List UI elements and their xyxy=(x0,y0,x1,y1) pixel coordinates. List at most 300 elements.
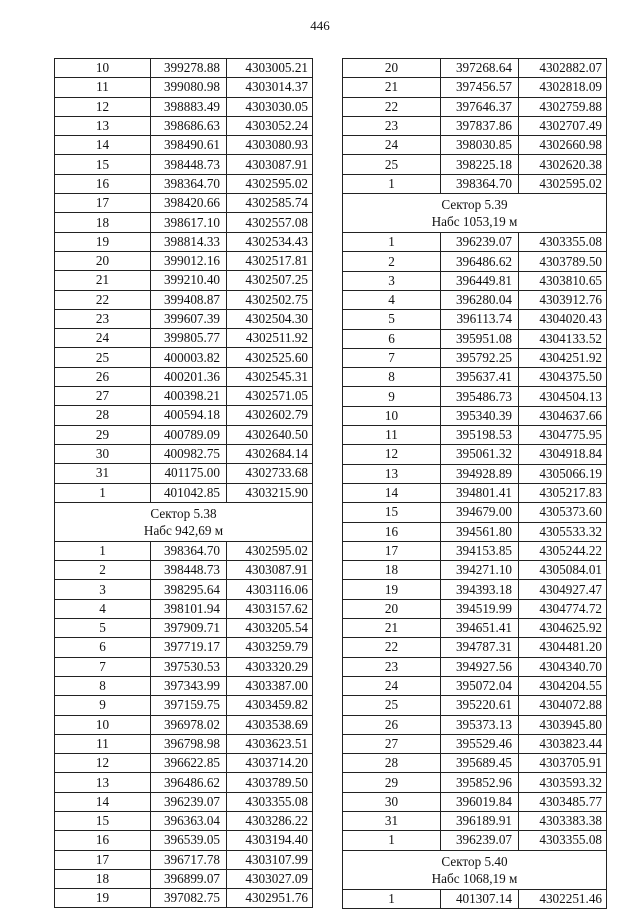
x-coordinate: 395852.96 xyxy=(441,773,519,792)
table-row xyxy=(343,271,607,290)
table-row xyxy=(343,657,607,676)
y-coordinate: 4304637.66 xyxy=(519,406,607,425)
table-row xyxy=(343,599,607,618)
sector-title: Сектор 5.39 xyxy=(441,197,508,213)
right-table-body xyxy=(343,59,607,909)
table-row xyxy=(343,754,607,773)
x-coordinate: 395373.13 xyxy=(441,715,519,734)
table-row xyxy=(55,290,313,309)
point-number: 17 xyxy=(343,541,441,560)
y-coordinate: 4302602.79 xyxy=(227,406,313,425)
y-coordinate: 4302534.43 xyxy=(227,232,313,251)
y-coordinate: 4303387.00 xyxy=(227,676,313,695)
table-row xyxy=(55,638,313,657)
x-coordinate: 396717.78 xyxy=(151,850,227,869)
point-number: 20 xyxy=(343,599,441,618)
y-coordinate: 4302517.81 xyxy=(227,251,313,270)
table-row xyxy=(343,676,607,695)
point-number: 28 xyxy=(55,406,151,425)
table-row xyxy=(343,252,607,271)
point-number: 4 xyxy=(343,290,441,309)
sector-title: Сектор 5.38 xyxy=(150,505,217,521)
table-row xyxy=(343,483,607,502)
y-coordinate: 4302507.25 xyxy=(227,271,313,290)
x-coordinate: 397530.53 xyxy=(151,657,227,676)
x-coordinate: 399278.88 xyxy=(151,59,227,78)
point-number: 1 xyxy=(343,233,441,252)
y-coordinate: 4303014.37 xyxy=(227,78,313,97)
y-coordinate: 4302251.46 xyxy=(519,889,607,908)
point-number: 23 xyxy=(55,309,151,328)
x-coordinate: 395529.46 xyxy=(441,734,519,753)
table-row xyxy=(343,174,607,193)
y-coordinate: 4303623.51 xyxy=(227,734,313,753)
point-number: 30 xyxy=(343,792,441,811)
point-number: 1 xyxy=(55,541,151,560)
sector-area: Набс 1068,19 м xyxy=(431,870,518,886)
point-number: 9 xyxy=(55,696,151,715)
point-number: 26 xyxy=(343,715,441,734)
table-row xyxy=(55,406,313,425)
point-number: 25 xyxy=(343,155,441,174)
point-number: 8 xyxy=(55,676,151,695)
point-number: 22 xyxy=(343,638,441,657)
y-coordinate: 4305244.22 xyxy=(519,541,607,560)
x-coordinate: 397268.64 xyxy=(441,59,519,78)
point-number: 4 xyxy=(55,599,151,618)
y-coordinate: 4303027.09 xyxy=(227,869,313,888)
point-number: 13 xyxy=(343,464,441,483)
table-row xyxy=(55,194,313,213)
point-number: 30 xyxy=(55,444,151,463)
y-coordinate: 4303789.50 xyxy=(519,252,607,271)
table-row xyxy=(55,116,313,135)
table-row xyxy=(55,889,313,908)
x-coordinate: 400982.75 xyxy=(151,444,227,463)
x-coordinate: 394801.41 xyxy=(441,483,519,502)
y-coordinate: 4304204.55 xyxy=(519,676,607,695)
table-row xyxy=(343,522,607,541)
point-number: 15 xyxy=(55,155,151,174)
y-coordinate: 4303945.80 xyxy=(519,715,607,734)
x-coordinate: 398448.73 xyxy=(151,155,227,174)
x-coordinate: 394787.31 xyxy=(441,638,519,657)
y-coordinate: 4302660.98 xyxy=(519,136,607,155)
y-coordinate: 4303823.44 xyxy=(519,734,607,753)
y-coordinate: 4303205.54 xyxy=(227,619,313,638)
y-coordinate: 4303593.32 xyxy=(519,773,607,792)
table-row xyxy=(55,734,313,753)
point-number: 19 xyxy=(55,889,151,908)
y-coordinate: 4302557.08 xyxy=(227,213,313,232)
y-coordinate: 4303485.77 xyxy=(519,792,607,811)
y-coordinate: 4303107.99 xyxy=(227,850,313,869)
sector-header xyxy=(343,850,607,889)
point-number: 5 xyxy=(55,619,151,638)
y-coordinate: 4303912.76 xyxy=(519,290,607,309)
table-row xyxy=(55,657,313,676)
y-coordinate: 4304481.20 xyxy=(519,638,607,657)
x-coordinate: 397456.57 xyxy=(441,78,519,97)
point-number: 31 xyxy=(55,464,151,483)
x-coordinate: 397082.75 xyxy=(151,889,227,908)
point-number: 14 xyxy=(55,136,151,155)
x-coordinate: 399408.87 xyxy=(151,290,227,309)
point-number: 26 xyxy=(55,367,151,386)
point-number: 18 xyxy=(55,869,151,888)
x-coordinate: 398364.70 xyxy=(151,541,227,560)
y-coordinate: 4303116.06 xyxy=(227,580,313,599)
y-coordinate: 4302818.09 xyxy=(519,78,607,97)
y-coordinate: 4302585.74 xyxy=(227,194,313,213)
point-number: 28 xyxy=(343,754,441,773)
table-row xyxy=(343,387,607,406)
point-number: 2 xyxy=(343,252,441,271)
point-number: 18 xyxy=(55,213,151,232)
x-coordinate: 394928.89 xyxy=(441,464,519,483)
y-coordinate: 4303215.90 xyxy=(227,483,313,502)
x-coordinate: 400594.18 xyxy=(151,406,227,425)
x-coordinate: 398030.85 xyxy=(441,136,519,155)
x-coordinate: 399012.16 xyxy=(151,251,227,270)
table-row xyxy=(343,290,607,309)
table-row xyxy=(55,97,313,116)
sector-header-row xyxy=(55,502,313,541)
table-row xyxy=(55,580,313,599)
table-row xyxy=(55,309,313,328)
x-coordinate: 398448.73 xyxy=(151,561,227,580)
point-number: 24 xyxy=(55,329,151,348)
y-coordinate: 4305217.83 xyxy=(519,483,607,502)
point-number: 2 xyxy=(55,561,151,580)
y-coordinate: 4305533.32 xyxy=(519,522,607,541)
x-coordinate: 396019.84 xyxy=(441,792,519,811)
table-row xyxy=(55,715,313,734)
point-number: 23 xyxy=(343,657,441,676)
y-coordinate: 4302684.14 xyxy=(227,444,313,463)
table-row xyxy=(343,464,607,483)
point-number: 12 xyxy=(55,97,151,116)
left-coordinate-table xyxy=(54,58,312,908)
point-number: 1 xyxy=(343,174,441,193)
y-coordinate: 4302502.75 xyxy=(227,290,313,309)
x-coordinate: 395689.45 xyxy=(441,754,519,773)
table-row xyxy=(55,696,313,715)
y-coordinate: 4302951.76 xyxy=(227,889,313,908)
point-number: 18 xyxy=(343,561,441,580)
table-row xyxy=(343,348,607,367)
y-coordinate: 4302504.30 xyxy=(227,309,313,328)
point-number: 16 xyxy=(55,174,151,193)
point-number: 10 xyxy=(343,406,441,425)
table-row xyxy=(343,715,607,734)
point-number: 10 xyxy=(55,715,151,734)
point-number: 15 xyxy=(55,811,151,830)
x-coordinate: 401042.85 xyxy=(151,483,227,502)
table-row xyxy=(55,136,313,155)
y-coordinate: 4302525.60 xyxy=(227,348,313,367)
point-number: 1 xyxy=(343,889,441,908)
table-row xyxy=(55,387,313,406)
y-coordinate: 4304020.43 xyxy=(519,310,607,329)
x-coordinate: 399607.39 xyxy=(151,309,227,328)
point-number: 6 xyxy=(343,329,441,348)
y-coordinate: 4305084.01 xyxy=(519,561,607,580)
y-coordinate: 4303052.24 xyxy=(227,116,313,135)
y-coordinate: 4304375.50 xyxy=(519,368,607,387)
y-coordinate: 4302707.49 xyxy=(519,116,607,135)
y-coordinate: 4304340.70 xyxy=(519,657,607,676)
x-coordinate: 397837.86 xyxy=(441,116,519,135)
point-number: 19 xyxy=(343,580,441,599)
point-number: 6 xyxy=(55,638,151,657)
point-number: 27 xyxy=(55,387,151,406)
y-coordinate: 4304133.52 xyxy=(519,329,607,348)
x-coordinate: 395061.32 xyxy=(441,445,519,464)
table-row xyxy=(55,329,313,348)
table-row xyxy=(55,464,313,483)
point-number: 21 xyxy=(343,619,441,638)
point-number: 3 xyxy=(55,580,151,599)
left-table-body xyxy=(55,59,313,908)
sector-header-row xyxy=(343,850,607,889)
x-coordinate: 398364.70 xyxy=(441,174,519,193)
y-coordinate: 4304504.13 xyxy=(519,387,607,406)
y-coordinate: 4303789.50 xyxy=(227,773,313,792)
table-row xyxy=(55,155,313,174)
x-coordinate: 396486.62 xyxy=(441,252,519,271)
x-coordinate: 396622.85 xyxy=(151,754,227,773)
point-number: 11 xyxy=(55,78,151,97)
y-coordinate: 4305066.19 xyxy=(519,464,607,483)
point-number: 29 xyxy=(55,425,151,444)
y-coordinate: 4304072.88 xyxy=(519,696,607,715)
x-coordinate: 396239.07 xyxy=(441,831,519,850)
y-coordinate: 4302733.68 xyxy=(227,464,313,483)
y-coordinate: 4303286.22 xyxy=(227,811,313,830)
point-number: 16 xyxy=(343,522,441,541)
y-coordinate: 4302640.50 xyxy=(227,425,313,444)
x-coordinate: 400398.21 xyxy=(151,387,227,406)
x-coordinate: 398617.10 xyxy=(151,213,227,232)
y-coordinate: 4304251.92 xyxy=(519,348,607,367)
point-number: 27 xyxy=(343,734,441,753)
table-row xyxy=(343,580,607,599)
point-number: 31 xyxy=(343,811,441,830)
table-row xyxy=(55,348,313,367)
point-number: 20 xyxy=(55,251,151,270)
point-number: 12 xyxy=(55,754,151,773)
x-coordinate: 395951.08 xyxy=(441,329,519,348)
table-row xyxy=(343,734,607,753)
table-row xyxy=(343,78,607,97)
table-row xyxy=(343,59,607,78)
table-row xyxy=(343,310,607,329)
y-coordinate: 4302545.31 xyxy=(227,367,313,386)
table-row xyxy=(55,773,313,792)
table-row xyxy=(343,233,607,252)
table-row xyxy=(55,367,313,386)
y-coordinate: 4302595.02 xyxy=(519,174,607,193)
table-row xyxy=(55,850,313,869)
x-coordinate: 396486.62 xyxy=(151,773,227,792)
y-coordinate: 4302759.88 xyxy=(519,97,607,116)
point-number: 1 xyxy=(343,831,441,850)
x-coordinate: 394393.18 xyxy=(441,580,519,599)
point-number: 13 xyxy=(55,116,151,135)
y-coordinate: 4303714.20 xyxy=(227,754,313,773)
table-row xyxy=(55,271,313,290)
x-coordinate: 394271.10 xyxy=(441,561,519,580)
x-coordinate: 394153.85 xyxy=(441,541,519,560)
x-coordinate: 395792.25 xyxy=(441,348,519,367)
table-row xyxy=(343,97,607,116)
table-row xyxy=(55,619,313,638)
y-coordinate: 4302620.38 xyxy=(519,155,607,174)
y-coordinate: 4303320.29 xyxy=(227,657,313,676)
y-coordinate: 4302595.02 xyxy=(227,541,313,560)
table-row xyxy=(343,773,607,792)
table-row xyxy=(343,503,607,522)
table-row xyxy=(343,541,607,560)
point-number: 15 xyxy=(343,503,441,522)
x-coordinate: 394519.99 xyxy=(441,599,519,618)
x-coordinate: 396539.05 xyxy=(151,831,227,850)
y-coordinate: 4303355.08 xyxy=(519,831,607,850)
x-coordinate: 397909.71 xyxy=(151,619,227,638)
point-number: 24 xyxy=(343,676,441,695)
x-coordinate: 396189.91 xyxy=(441,811,519,830)
y-coordinate: 4304927.47 xyxy=(519,580,607,599)
table-row xyxy=(55,541,313,560)
right-coordinate-table xyxy=(342,58,606,909)
y-coordinate: 4304918.84 xyxy=(519,445,607,464)
x-coordinate: 401307.14 xyxy=(441,889,519,908)
point-number: 24 xyxy=(343,136,441,155)
table-row xyxy=(55,831,313,850)
x-coordinate: 398364.70 xyxy=(151,174,227,193)
point-number: 14 xyxy=(55,792,151,811)
x-coordinate: 398814.33 xyxy=(151,232,227,251)
point-number: 9 xyxy=(343,387,441,406)
table-row xyxy=(343,406,607,425)
y-coordinate: 4303087.91 xyxy=(227,561,313,580)
point-number: 29 xyxy=(343,773,441,792)
x-coordinate: 399805.77 xyxy=(151,329,227,348)
x-coordinate: 400201.36 xyxy=(151,367,227,386)
table-row xyxy=(55,251,313,270)
y-coordinate: 4303355.08 xyxy=(519,233,607,252)
table-row xyxy=(55,754,313,773)
table-row xyxy=(343,329,607,348)
point-number: 11 xyxy=(343,426,441,445)
x-coordinate: 398101.94 xyxy=(151,599,227,618)
sector-header xyxy=(55,502,313,541)
table-row xyxy=(343,831,607,850)
x-coordinate: 399210.40 xyxy=(151,271,227,290)
x-coordinate: 396978.02 xyxy=(151,715,227,734)
table-row xyxy=(55,676,313,695)
y-coordinate: 4305373.60 xyxy=(519,503,607,522)
x-coordinate: 398490.61 xyxy=(151,136,227,155)
x-coordinate: 396113.74 xyxy=(441,310,519,329)
table-row xyxy=(55,78,313,97)
y-coordinate: 4303087.91 xyxy=(227,155,313,174)
x-coordinate: 396239.07 xyxy=(151,792,227,811)
table-row xyxy=(343,619,607,638)
table-row xyxy=(343,638,607,657)
x-coordinate: 396280.04 xyxy=(441,290,519,309)
y-coordinate: 4303259.79 xyxy=(227,638,313,657)
x-coordinate: 396449.81 xyxy=(441,271,519,290)
y-coordinate: 4303030.05 xyxy=(227,97,313,116)
table-row xyxy=(343,696,607,715)
y-coordinate: 4304775.95 xyxy=(519,426,607,445)
table-row xyxy=(55,792,313,811)
point-number: 23 xyxy=(343,116,441,135)
y-coordinate: 4303810.65 xyxy=(519,271,607,290)
x-coordinate: 395220.61 xyxy=(441,696,519,715)
point-number: 5 xyxy=(343,310,441,329)
x-coordinate: 395072.04 xyxy=(441,676,519,695)
y-coordinate: 4303705.91 xyxy=(519,754,607,773)
table-row xyxy=(343,445,607,464)
point-number: 1 xyxy=(55,483,151,502)
x-coordinate: 394679.00 xyxy=(441,503,519,522)
x-coordinate: 399080.98 xyxy=(151,78,227,97)
sector-header xyxy=(343,194,607,233)
point-number: 10 xyxy=(55,59,151,78)
y-coordinate: 4303383.38 xyxy=(519,811,607,830)
table-row xyxy=(55,174,313,193)
table-row xyxy=(343,136,607,155)
x-coordinate: 396899.07 xyxy=(151,869,227,888)
x-coordinate: 398295.64 xyxy=(151,580,227,599)
point-number: 14 xyxy=(343,483,441,502)
y-coordinate: 4302511.92 xyxy=(227,329,313,348)
point-number: 22 xyxy=(343,97,441,116)
x-coordinate: 398686.63 xyxy=(151,116,227,135)
x-coordinate: 397343.99 xyxy=(151,676,227,695)
y-coordinate: 4303355.08 xyxy=(227,792,313,811)
x-coordinate: 398883.49 xyxy=(151,97,227,116)
table-row xyxy=(55,869,313,888)
table-row xyxy=(343,155,607,174)
x-coordinate: 396363.04 xyxy=(151,811,227,830)
table-row xyxy=(343,116,607,135)
x-coordinate: 394927.56 xyxy=(441,657,519,676)
y-coordinate: 4304625.92 xyxy=(519,619,607,638)
point-number: 21 xyxy=(343,78,441,97)
table-row xyxy=(343,561,607,580)
table-row xyxy=(55,483,313,502)
y-coordinate: 4303005.21 xyxy=(227,59,313,78)
table-row xyxy=(55,811,313,830)
point-number: 13 xyxy=(55,773,151,792)
point-number: 21 xyxy=(55,271,151,290)
table-row xyxy=(343,811,607,830)
point-number: 20 xyxy=(343,59,441,78)
x-coordinate: 396798.98 xyxy=(151,734,227,753)
point-number: 11 xyxy=(55,734,151,753)
sector-area: Набс 942,69 м xyxy=(143,522,224,538)
point-number: 17 xyxy=(55,850,151,869)
table-row xyxy=(55,59,313,78)
point-number: 7 xyxy=(343,348,441,367)
table-row xyxy=(55,599,313,618)
point-number: 7 xyxy=(55,657,151,676)
table-row xyxy=(55,425,313,444)
